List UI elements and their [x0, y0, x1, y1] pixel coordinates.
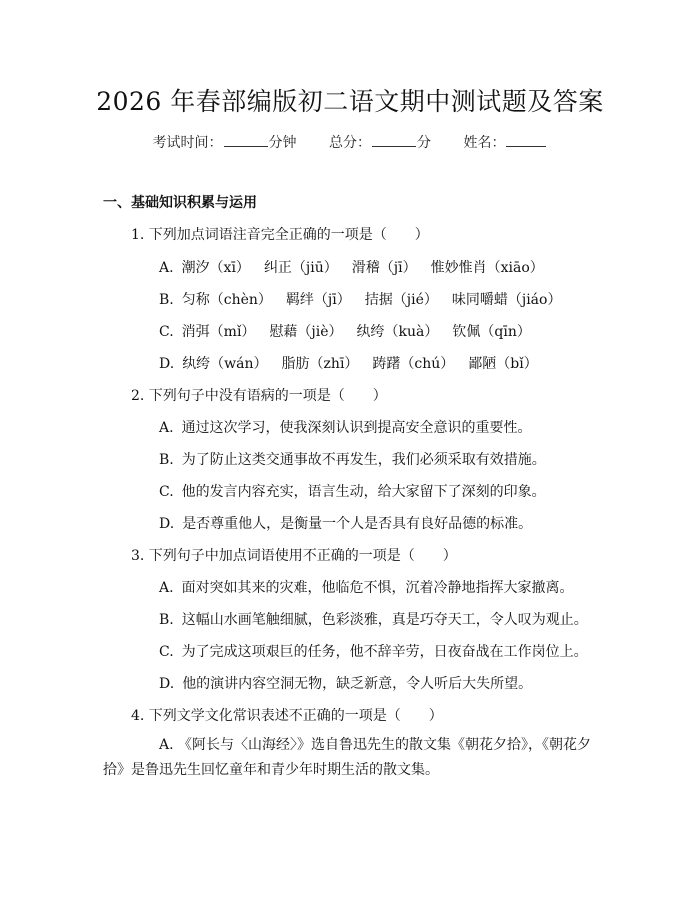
option-word: 纠正（jiū） [263, 260, 338, 276]
score-blank [372, 134, 416, 147]
option-text: 通过这次学习，使我深刻认识到提高安全意识的重要性。 [181, 420, 532, 436]
question-3-option-b [159, 609, 588, 629]
exam-time-field [153, 132, 297, 152]
option-word: 纨绔（kuà） [356, 324, 439, 340]
question-2-option-c [159, 481, 546, 501]
option-word: 拮据（jié） [364, 292, 438, 308]
name-label: 姓名： [463, 135, 506, 151]
option-text: 他的演讲内容空洞无物，缺乏新意，令人听后大失所望。 [182, 676, 533, 692]
option-letter: A. [159, 420, 174, 436]
question-1-stem: 1. 下列加点词语注音完全正确的一项是（ ） [131, 227, 429, 243]
option-letter: A. [159, 580, 174, 596]
exam-name-field [463, 132, 547, 152]
time-unit: 分钟 [268, 135, 297, 151]
question-2-option-d [159, 513, 532, 533]
option-letter: A. [159, 260, 174, 276]
question-1-option-c [159, 321, 545, 341]
option-letter: B. [159, 292, 174, 308]
question-1-option-d [159, 353, 552, 373]
question-3-option-d [159, 673, 532, 693]
option-text: 这幅山水画笔触细腻，色彩淡雅，真是巧夺天工，令人叹为观止。 [181, 612, 588, 628]
option-letter: D. [159, 676, 175, 692]
option-word: 潮汐（xī） [181, 260, 250, 276]
question-3-option-c [159, 641, 588, 661]
option-letter: B. [159, 452, 174, 468]
option-letter: C. [159, 324, 174, 340]
question-2-option-b [159, 449, 546, 469]
option-letter: D. [159, 516, 175, 532]
page-title: 2026 年春部编版初二语文期中测试题及答案 [96, 87, 604, 116]
option-word: 鄙陋（bǐ） [468, 356, 538, 372]
option-letter: C. [159, 484, 174, 500]
time-blank [224, 134, 268, 147]
question-1-option-a [159, 257, 558, 277]
option-text: 面对突如其来的灾难，他临危不惧，沉着冷静地指挥大家撤离。 [181, 580, 574, 596]
option-word: 匀称（chèn） [181, 292, 272, 308]
score-label: 总分： [329, 135, 371, 151]
question-3-option-a [159, 577, 574, 597]
option-word: 羁绊（jī） [285, 292, 351, 308]
option-word: 钦佩（qīn） [452, 324, 531, 340]
name-blank [506, 134, 546, 147]
exam-score-field [329, 132, 431, 152]
question-2-stem: 2. 下列句子中没有语病的一项是（ ） [131, 388, 387, 404]
option-word: 脂肪（zhī） [281, 356, 359, 372]
option-text: 是否尊重他人，是衡量一个人是否具有良好品德的标准。 [182, 516, 533, 532]
option-word: 惟妙惟肖（xiāo） [430, 260, 544, 276]
question-1-option-b [159, 289, 575, 309]
option-text: 他的发言内容充实，语言生动，给大家留下了深刻的印象。 [181, 484, 546, 500]
exam-meta [0, 132, 700, 152]
question-3-stem: 3. 下列句子中加点词语使用不正确的一项是（ ） [131, 548, 457, 564]
section-heading: 一、基础知识积累与运用 [103, 195, 257, 211]
question-4-stem: 4. 下列文学文化常识表述不正确的一项是（ ） [131, 708, 443, 724]
option-letter: B. [159, 612, 174, 628]
question-2-option-a [159, 417, 532, 437]
option-text: 为了完成这项艰巨的任务，他不辞辛劳，日夜奋战在工作岗位上。 [181, 644, 588, 660]
option-word: 滑稽（jī） [351, 260, 417, 276]
option-word: 味同嚼蜡（jiáo） [451, 292, 562, 308]
option-text: 为了防止这类交通事故不再发生，我们必须采取有效措施。 [181, 452, 546, 468]
option-word: 踌躇（chú） [372, 356, 455, 372]
option-word: 消弭（mǐ） [181, 324, 256, 340]
option-letter: D. [159, 356, 175, 372]
option-letter: C. [159, 644, 174, 660]
question-4-option-a-paragraph: A. 《阿长与〈山海经〉》选自鲁迅先生的散文集《朝花夕拾》，《朝花夕拾》是鲁迅先生回忆童年和青少年时期生活的散文集。 [103, 737, 592, 778]
time-label: 考试时间： [152, 135, 223, 151]
score-unit: 分 [417, 135, 431, 151]
option-word: 慰藉（jiè） [269, 324, 343, 340]
option-word: 纨绔（wán） [182, 356, 268, 372]
